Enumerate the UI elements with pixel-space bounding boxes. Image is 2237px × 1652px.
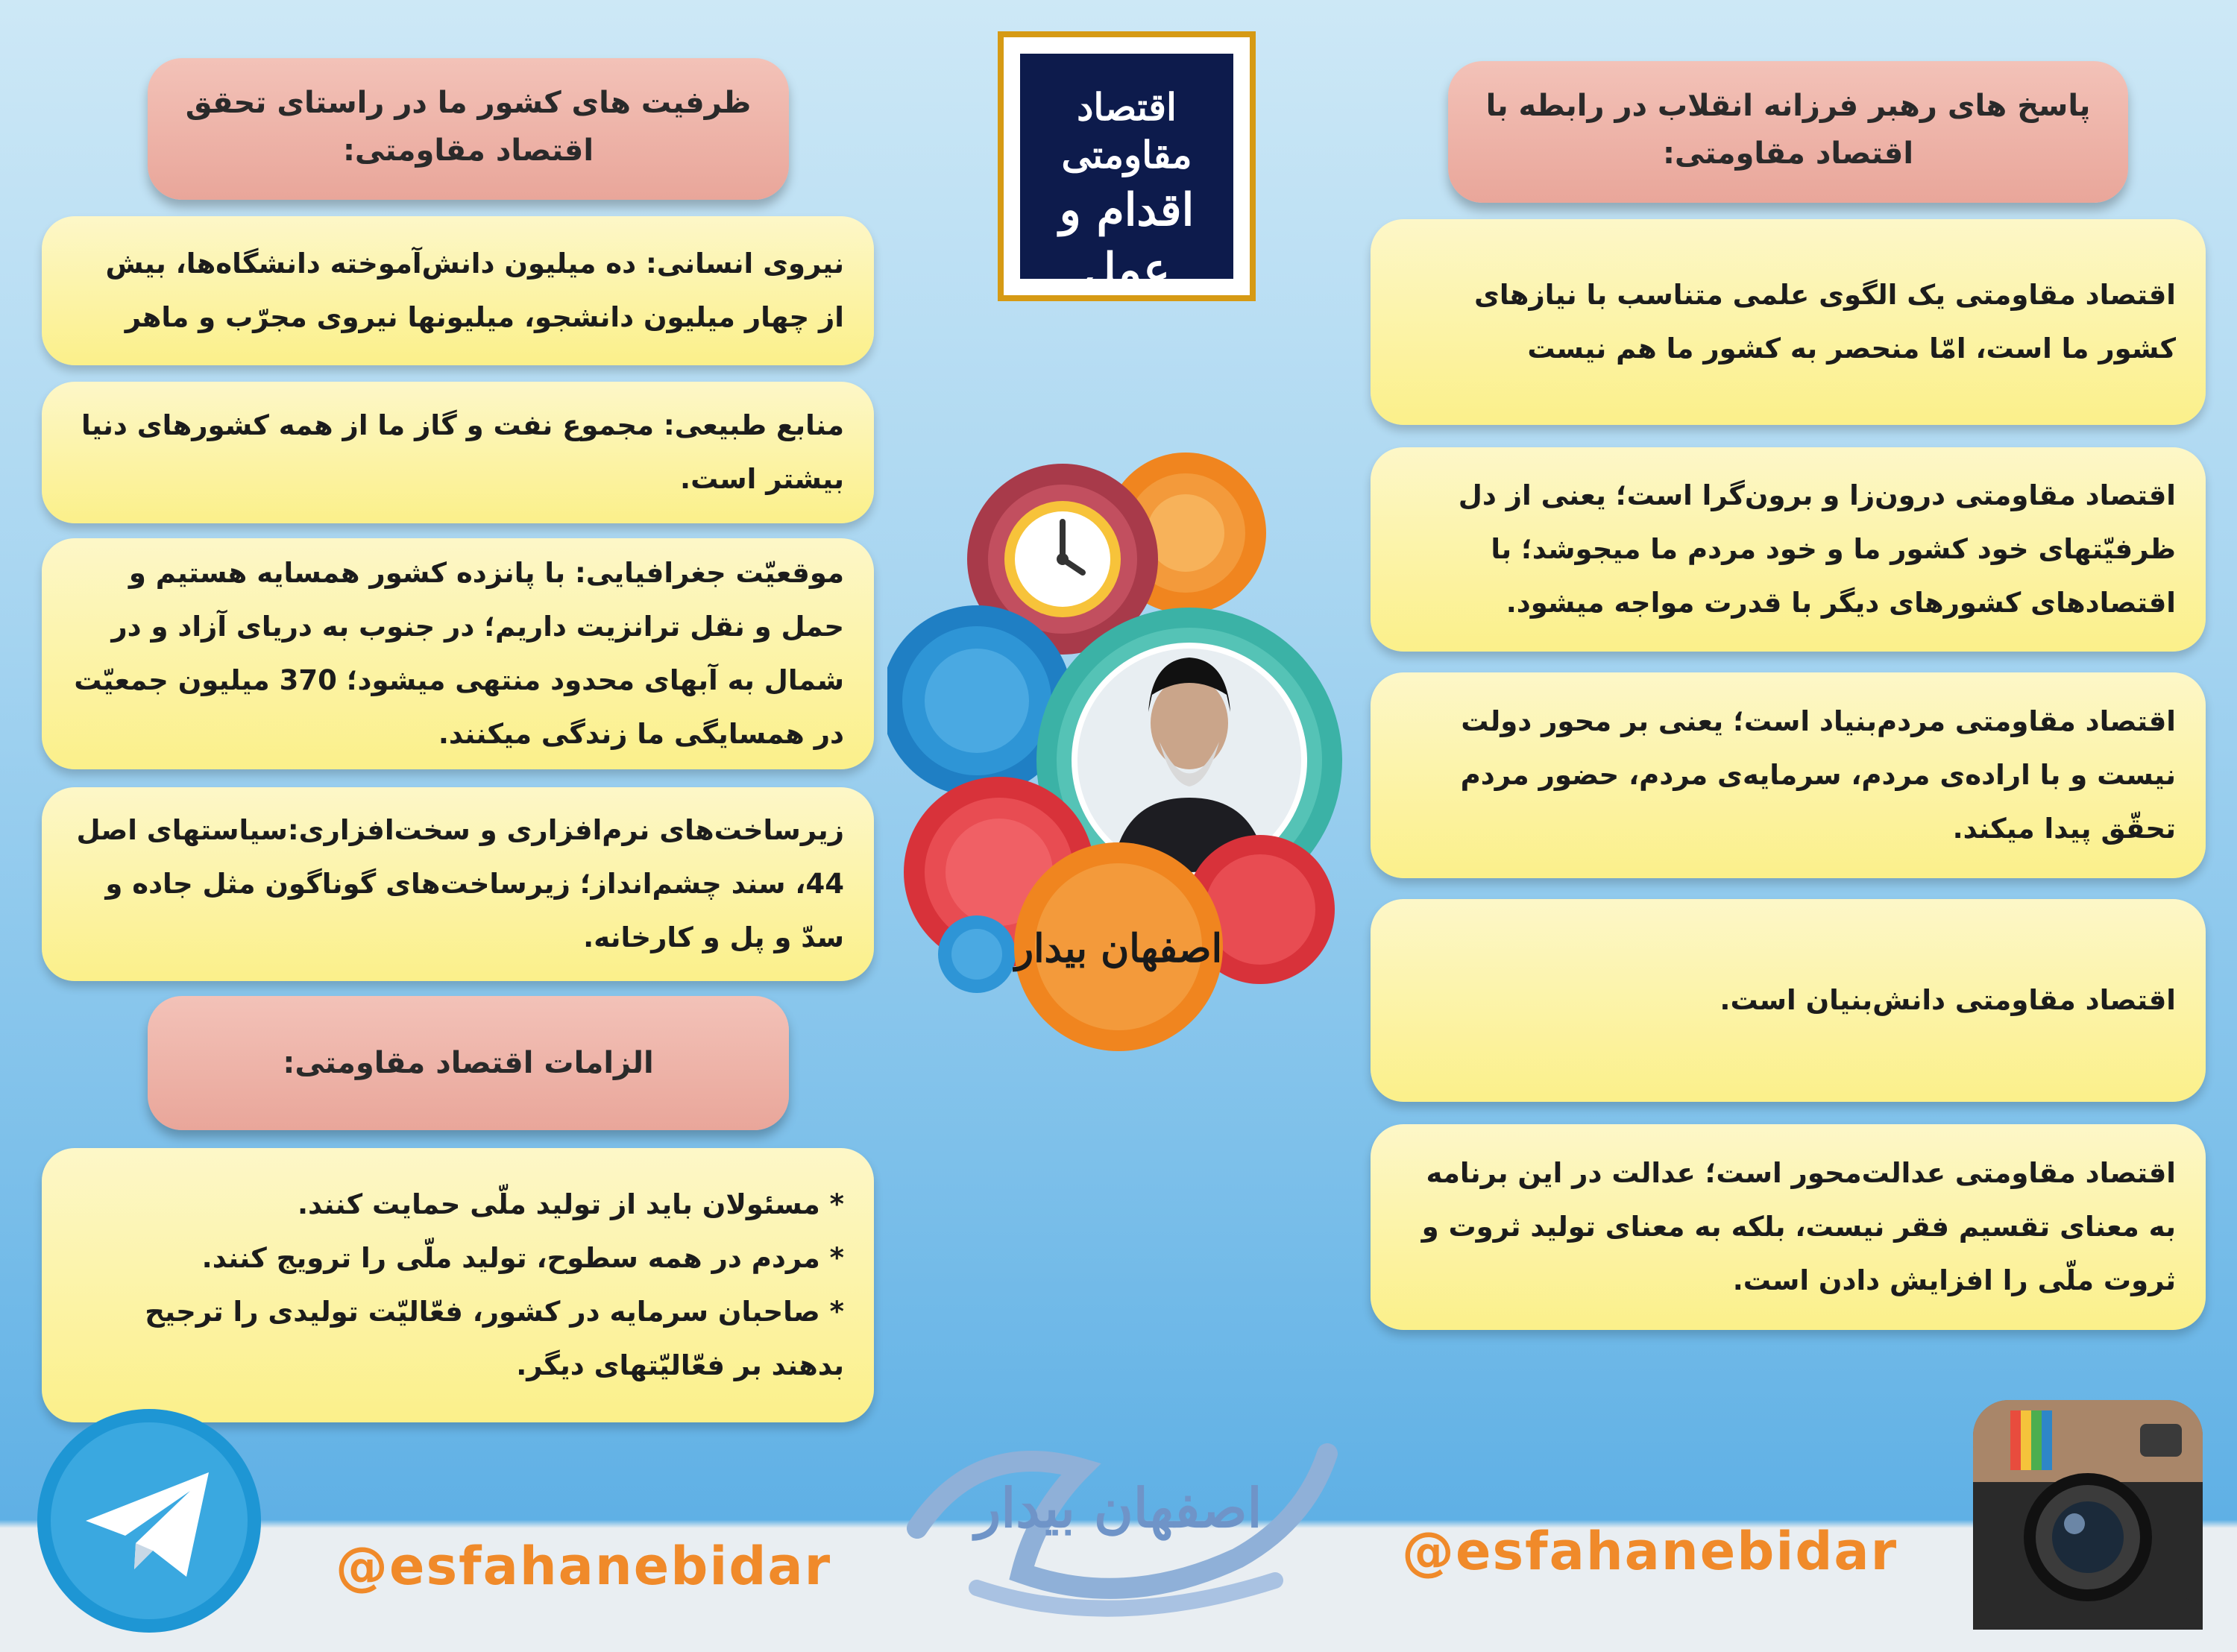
right-header-leader-answers: پاسخ های رهبر فرزانه انقلاب در رابطه با اقتصاد مقاومتی: bbox=[1448, 61, 2128, 203]
left-card-infrastructure: زیرساخت‌های نرم‌افزاری و سخت‌افزاری:سیاستهای اصل 44، سند چشم‌انداز؛ زیرساخت‌های گوناگون مثل جاده و سدّ و پل و کارخانه. bbox=[42, 787, 874, 981]
small-blue-gear-icon bbox=[938, 915, 1016, 993]
left-card-natural-resources: منابع طبیعی: مجموع نفت و گاز ما از همه کشورهای دنیا بیشتر است. bbox=[42, 382, 874, 523]
footer-logo-text: اصفهان بیدار bbox=[975, 1476, 1262, 1539]
left-header-capacities: ظرفیت های کشور ما در راستای تحقق اقتصاد مقاومتی: bbox=[148, 58, 789, 200]
resistance-economy-seal bbox=[998, 31, 1256, 301]
left-header-requirements: الزامات اقتصاد مقاومتی: bbox=[148, 996, 789, 1130]
requirement-item: * مردم در همه سطوح، تولید ملّی را ترویج کنند. bbox=[201, 1242, 844, 1274]
left-card-human-resources: نیروی انسانی: ده میلیون دانش‌آموخته دانشگاه‌ها، بیش از چهار میلیون دانشجو، میلیونها نیروی مجرّب و ماهر bbox=[42, 216, 874, 365]
left-card-geography: موقعیّت جغرافیایی: با پانزده کشور همسایه هستیم و حمل و نقل ترانزیت داریم؛ در جنوب به دریای آزاد و در شمال به آبهای محدود منتهی میشود؛ 370 میلیون جمعیّت در همسایگی ما زندگی میکنند. bbox=[42, 538, 874, 769]
right-card-scientific-model: اقتصاد مقاومتی یک الگوی علمی متناسب با نیازهای کشور ما است، امّا منحصر به کشور ما هم نیست bbox=[1371, 219, 2206, 425]
right-card-justice: اقتصاد مقاومتی عدالت‌محور است؛ عدالت در این برنامه به معنای تقسیم فقر نیست، بلکه به معنای تولید ثروت و ثروت ملّی را افزایش دادن است. bbox=[1371, 1124, 2206, 1330]
right-card-people-based: اقتصاد مقاومتی مردم‌بنیاد است؛ یعنی بر محور دولت نیست و با اراده‌ی مردم، سرمایه‌ی مردم، حضور مردم تحقّق پیدا میکند. bbox=[1371, 672, 2206, 878]
center-logo-text: اصفهان بیدار bbox=[1014, 926, 1223, 971]
seal-bottom-text: اقدام و عمل bbox=[1059, 184, 1195, 296]
right-card-endogenous: اقتصاد مقاومتی درون‌زا و برون‌گرا است؛ یعنی از دل ظرفیّتهای خود کشور ما و خود مردم ما میجوشد؛ با اقتصادهای کشورهای دیگر با قدرت مواجه میشود. bbox=[1371, 447, 2206, 652]
instagram-handle[interactable]: @esfahanebidar bbox=[1402, 1521, 1898, 1582]
left-card-requirements bbox=[42, 1148, 874, 1422]
requirement-item: * مسئولان باید از تولید ملّی حمایت کنند. bbox=[297, 1188, 844, 1220]
telegram-handle[interactable]: @esfahanebidar bbox=[336, 1536, 832, 1597]
right-card-knowledge-based: اقتصاد مقاومتی دانش‌بنیان است. bbox=[1371, 899, 2206, 1102]
requirement-item: * صاحبان سرمایه در کشور، فعّالیّت تولیدی را ترجیح بدهند بر فعّالیّتهای دیگر. bbox=[145, 1296, 844, 1381]
footer-logo bbox=[887, 1394, 1350, 1640]
gears-illustration bbox=[887, 447, 1365, 1059]
telegram-icon[interactable] bbox=[30, 1402, 268, 1640]
instagram-icon[interactable] bbox=[1969, 1396, 2207, 1634]
seal-top-text: اقتصاد مقاومتی bbox=[1061, 85, 1192, 177]
